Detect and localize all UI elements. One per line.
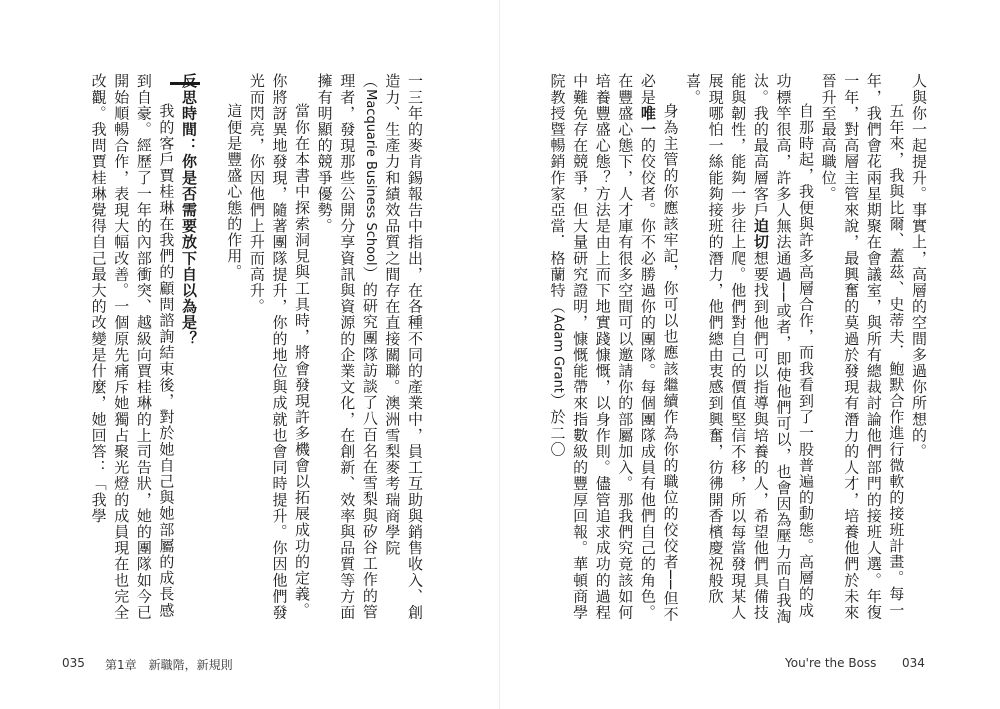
paragraph: 人與你一起提升。事實上，高層的空間多過你所想的。 xyxy=(910,73,928,460)
paragraph: 五年來，我與比爾、蓋茲、史蒂夫．鮑默合作進行微軟的接班計畫。每一年，我們會花兩星期聚在會議室，與所有總裁討論他們部門的接班人選。年復一年，對高層主管來說，最興奮的莫過於發現有潛力的人才，培養他們於未來晉升至最高職位。 xyxy=(819,73,906,621)
latin-name: Macquarie Business School xyxy=(362,89,378,266)
reflection-box xyxy=(50,73,200,628)
emphasis: 唯一 xyxy=(638,105,657,138)
paragraph: 這便是豐盛心態的作用。 xyxy=(225,103,244,281)
page-number-right: 034 xyxy=(902,656,925,670)
chapter-title: 第1章 新職階，新規則 xyxy=(105,658,233,672)
reflection-heading: 反思時間：你是否需要放下自以為是？ xyxy=(180,73,198,347)
paragraph: 一三年的麥肯錫報告中指出，在各種不同的產業中，員工互助與銷售收入、創造力、生產力和績效品質之間存在直接關聯。澳洲雪梨麥考瑞商學院（Macquarie Business School）的研究團隊訪談了八百名在雪梨與矽谷工作的管理者，發現那些公開分享資訊與資源的企業文化，在創新、效率與品質等方面擁有明顯的競爭優勢。 xyxy=(315,73,424,621)
right-page-body xyxy=(548,73,930,628)
latin-name: Adam Grant xyxy=(550,314,566,393)
left-page-body xyxy=(225,73,426,628)
paragraph: 當你在本書中探索洞見與工具時，將會發現許多機會以拓展成功的定義。你將訝異地發現，隨著團隊提升，你的地位與成就也會同時提升。你因他們發光而閃亮，你因他們上升而高升。 xyxy=(247,73,312,621)
paragraph: 身為主管的你應該牢記，你可以也應該繼續作為你的職位的佼佼者──但不必是唯一的佼佼者。你不必勝過你的團隊。每個團隊成員有他們自己的角色。在豐盛心態下，人才庫有很多空間可以邀請你的部屬加入。那我們究竟該如何培養豐盛心態？方法是由上而下地實踐慷慨，以身作則。儘管追求成功的過程中難免存在競爭，但大量研究證明，慷慨能帶來指數級的豐厚回報。華頓商學院教授暨暢銷作家亞當．格蘭特（Adam Grant）於二〇 xyxy=(548,73,680,623)
running-title: You're the Boss xyxy=(785,656,877,670)
page-gutter xyxy=(499,0,500,709)
paragraph: 自那時起，我便與許多高層合作，而我看到了一股普遍的動態。高層的成功標竿很高，許多人無法通過──或者，即使他們可以，也會因為壓力而自我淘汰。我的最高層客戶迫切想要找到他們可以指導與培養的人，希望他們具備技能與韌性，能夠一步往上爬。他們對自己的價值堅信不移，所以每當發現某人展現哪怕一絲能夠接班的潛力，他們總由衷感到興奮，彷彿開香檳慶祝般欣喜。 xyxy=(684,73,816,625)
page-number-left: 035 xyxy=(62,656,85,670)
emphasis: 迫切 xyxy=(751,217,770,251)
reflection-body: 我的客戶賈桂琳在我們的顧問諮詢結束後，對於她自己與她部屬的成長感到自豪。經歷了一年的內部衝突、越級向賈桂琳的上司告狀，她的團隊如今已開始順暢合作，表現大幅改善。一個原先痛斥她獨占聚光燈的成員現在也完全改觀。我問賈桂琳覺得自己最大的改變是什麼，她回答：「我學 xyxy=(89,73,176,621)
